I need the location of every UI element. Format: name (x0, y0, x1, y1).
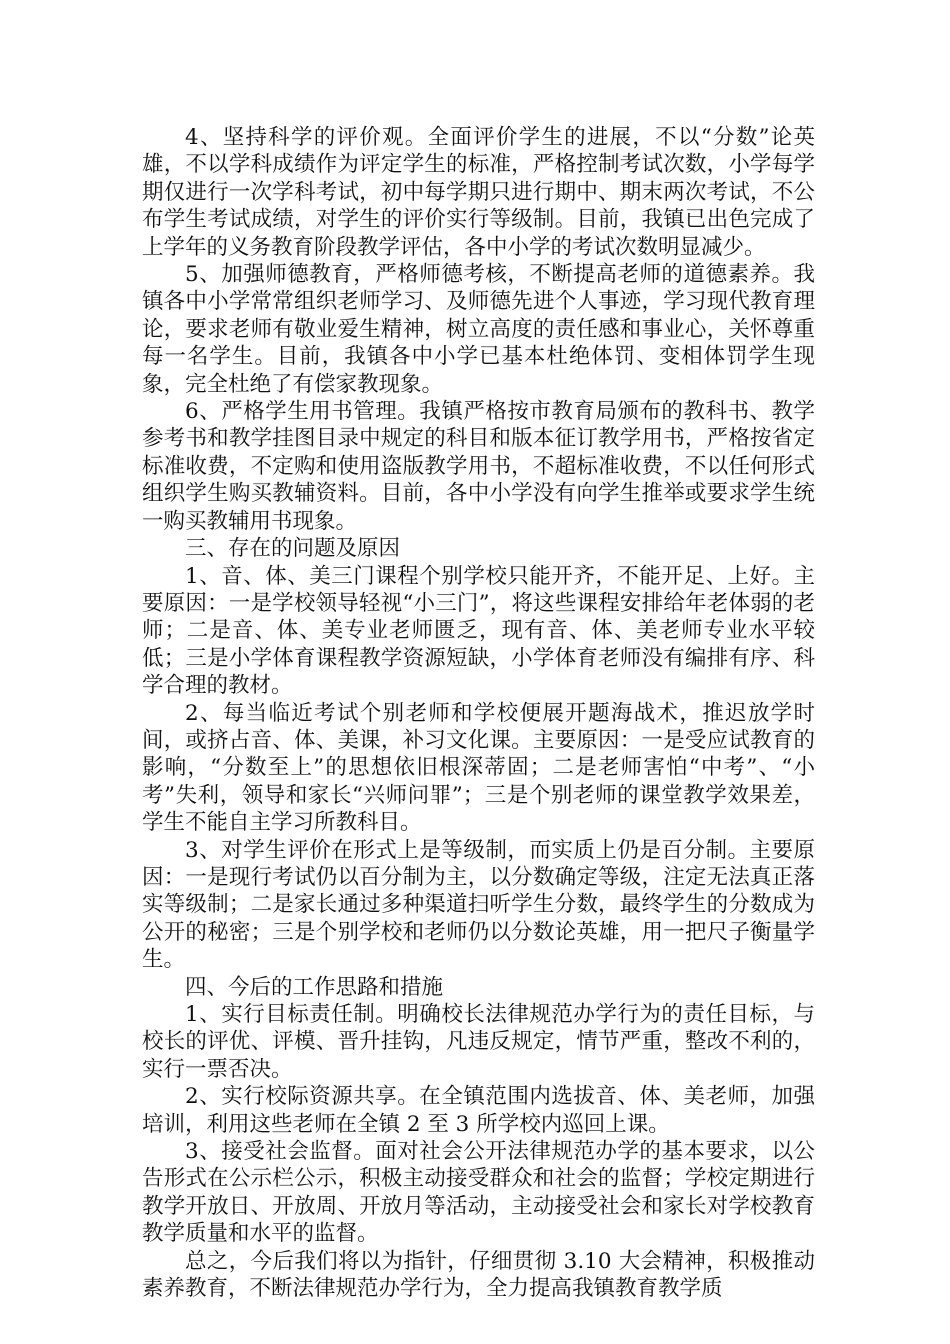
paragraph-problem-3: 3、对学生评价在形式上是等级制，而实质上仍是百分制。主要原因：一是现行考试仍以百分制为主，以分数确定等级，注定无法真正落实等级制；二是家长通过多种渠道扫听学生分数，最终学生的分数成为公开的秘密；三是个别学校和老师仍以分数论英雄，用一把尺子衡量学生。 (142, 837, 815, 973)
paragraph-problem-1: 1、音、体、美三门课程个别学校只能开齐，不能开足、上好。主要原因：一是学校领导轻视“小三门”，将这些课程安排给年老体弱的老师；二是音、体、美专业老师匮乏，现有音、体、美老师专业水平较低；三是小学体育课程教学资源短缺，小学体育老师没有编排有序、科学合理的教材。 (142, 563, 815, 699)
paragraph-measure-1: 1、实行目标责任制。明确校长法律规范办学行为的责任目标，与校长的评优、评模、晋升挂钩，凡违反规定，情节严重，整改不利的，实行一票否决。 (142, 1002, 815, 1082)
paragraph-teacher-ethics: 5、加强师德教育，严格师德考核，不断提高老师的道德素养。我镇各中小学常常组织老师学习、及师德先进个人事迹，学习现代教育理论，要求老师有敬业爱生精神，树立高度的责任感和事业心，关怀尊重每一名学生。目前，我镇各中小学已基本杜绝体罚、变相体罚学生现象，完全杜绝了有偿家教现象。 (142, 262, 815, 397)
document-page (142, 124, 815, 1302)
paragraph-evaluation: 4、坚持科学的评价观。全面评价学生的进展，不以“分数”论英雄，不以学科成绩作为评定学生的标准，严格控制考试次数，小学每学期仅进行一次学科考试，初中每学期只进行期中、期末两次考试，不公布学生考试成绩，对学生的评价实行等级制。目前，我镇已出色完成了上学年的义务教育阶段教学评估，各中小学的考试次数明显减少。 (142, 125, 815, 260)
paragraph-problem-2: 2、每当临近考试个别老师和学校便展开题海战术，推迟放学时间，或挤占音、体、美课，补习文化课。主要原因：一是受应试教育的影响，“分数至上”的思想依旧根深蒂固；二是老师害怕“中考”、“小考”失利，领导和家长“兴师问罪”；三是个别老师的课堂教学效果差，学生不能自主学习所教科目。 (142, 700, 815, 836)
section-heading-measures: 四、今后的工作思路和措施 (185, 974, 444, 1000)
paragraph-conclusion: 总之，今后我们将以为指针，仔细贯彻 3.10 大会精神，积极推动素养教育，不断法律规范办学行为，全力提高我镇教育教学质 (142, 1248, 815, 1302)
paragraph-measure-3: 3、接受社会监督。面对社会公开法律规范办学的基本要求，以公告形式在公示栏公示，积极主动接受群众和社会的监督；学校定期进行教学开放日、开放周、开放月等活动，主动接受社会和家长对学校教育教学质量和水平的监督。 (142, 1139, 815, 1247)
section-heading-problems: 三、存在的问题及原因 (185, 536, 401, 562)
paragraph-measure-2: 2、实行校际资源共享。在全镇范围内选拔音、体、美老师，加强培训，利用这些老师在全镇 2 至 3 所学校内巡回上课。 (142, 1084, 815, 1137)
paragraph-textbook-management: 6、严格学生用书管理。我镇严格按市教育局颁布的教科书、教学参考书和教学挂图目录中规定的科目和版本征订教学用书，严格按省定标准收费，不定购和使用盗版教学用书，不超标准收费，不以任何形式组织学生购买教辅资料。目前，各中小学没有向学生推举或要求学生统一购买教辅用书现象。 (142, 399, 815, 534)
